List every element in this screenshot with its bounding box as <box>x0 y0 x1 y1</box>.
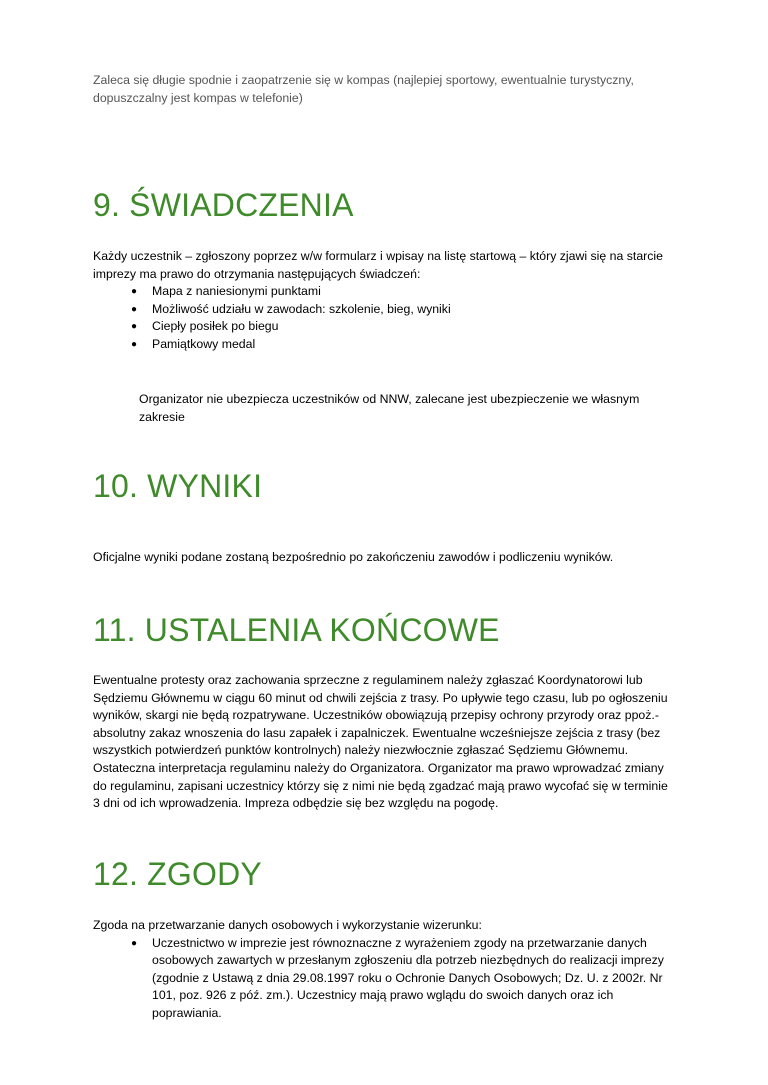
insurance-note-block <box>139 391 679 426</box>
intro-block <box>93 72 678 107</box>
list-item-text: Możliwość udziału w zawodach: szkolenie, bieg, wyniki <box>152 301 451 316</box>
list-item-text: Uczestnictwo w imprezie jest równoznaczne z wyrażeniem zgody na przetwarzanie danych osobowych zawartych w przesłanym zgłoszeniu dla potrzeb niezbędnych do realizacji imprezy (zgodnie z Ustawą z dnia 29.08.1997 roku o Ochronie Danych Osobowych; Dz. U. z 2002r. Nr 101, poz. 926 z póź. zm.). Uczestnicy mają prawo wglądu do swoich danych oraz ich poprawiania. <box>152 935 664 1020</box>
section-9-list <box>93 283 678 353</box>
section-10-paragraph: Oficjalne wyniki podane zostaną bezpośrednio po zakończeniu zawodów i podliczeniu wyników. <box>93 550 614 564</box>
section-9-heading: 9. ŚWIADCZENIA <box>93 187 354 223</box>
bullet-icon: ● <box>130 338 138 350</box>
intro-paragraph: Zaleca się długie spodnie i zaopatrzenie się w kompas (najlepiej sportowy, ewentualnie turystyczny, dopuszczalny jest kompas w telefonie) <box>93 73 634 105</box>
list-item <box>93 283 678 301</box>
section-9-body <box>93 248 678 354</box>
bullet-icon: ● <box>130 286 138 298</box>
section-11-body <box>93 672 678 813</box>
bullet-icon: ● <box>130 321 138 333</box>
section-12-heading: 12. ZGODY <box>93 856 262 892</box>
section-12-paragraph: Zgoda na przetwarzanie danych osobowych i wykorzystanie wizerunku: <box>93 918 482 932</box>
insurance-note: Organizator nie ubezpiecza uczestników od NNW, zalecane jest ubezpieczenie we własnym zakresie <box>139 392 640 424</box>
list-item-text: Pamiątkowy medal <box>152 336 256 351</box>
section-10-heading: 10. WYNIKI <box>93 468 263 504</box>
list-item <box>93 318 678 336</box>
bullet-icon: ● <box>130 303 138 315</box>
section-10-body <box>93 549 678 567</box>
bullet-icon: ● <box>130 937 138 949</box>
list-item <box>93 301 678 319</box>
list-item-text: Mapa z naniesionymi punktami <box>152 284 321 299</box>
section-12-body <box>93 917 678 1023</box>
list-item-text: Ciepły posiłek po biegu <box>152 319 279 334</box>
list-item <box>93 935 678 1023</box>
section-11-paragraph: Ewentualne protesty oraz zachowania sprzeczne z regulaminem należy zgłaszać Koordynatorowi lub Sędziemu Głównemu w ciągu 60 minut od chwili zejścia z trasy. Po upływie tego czasu, lub po ogłoszeniu wyników, skargi nie będą rozpatrywane. Uczestników obowiązują przepisy ochrony przyrody oraz ppoż.- absolutny zakaz wnoszenia do lasu zapałek i zapalniczek. Ewentualne wcześniejsze zejścia z trasy (bez wszystkich potwierdzeń punktów kontrolnych) należy niezwłocznie zgłaszać Sędziemu Głównemu. Ostateczna interpretacja regulaminu należy do Organizatora. Organizator ma prawo wprowadzać zmiany do regulaminu, zapisani uczestnicy którzy się z nimi nie będą zgadzać mają prawo wycofać się w terminie 3 dni od ich wprowadzenia. Impreza odbędzie się bez względu na pogodę. <box>93 673 668 811</box>
section-12-list <box>93 935 678 1023</box>
section-11-heading: 11. USTALENIA KOŃCOWE <box>93 612 500 648</box>
list-item <box>93 336 678 354</box>
section-9-paragraph: Każdy uczestnik – zgłoszony poprzez w/w formularz i wpisay na listę startową – który zjawi się na starcie imprezy ma prawo do otrzymania następujących świadczeń: <box>93 249 663 281</box>
